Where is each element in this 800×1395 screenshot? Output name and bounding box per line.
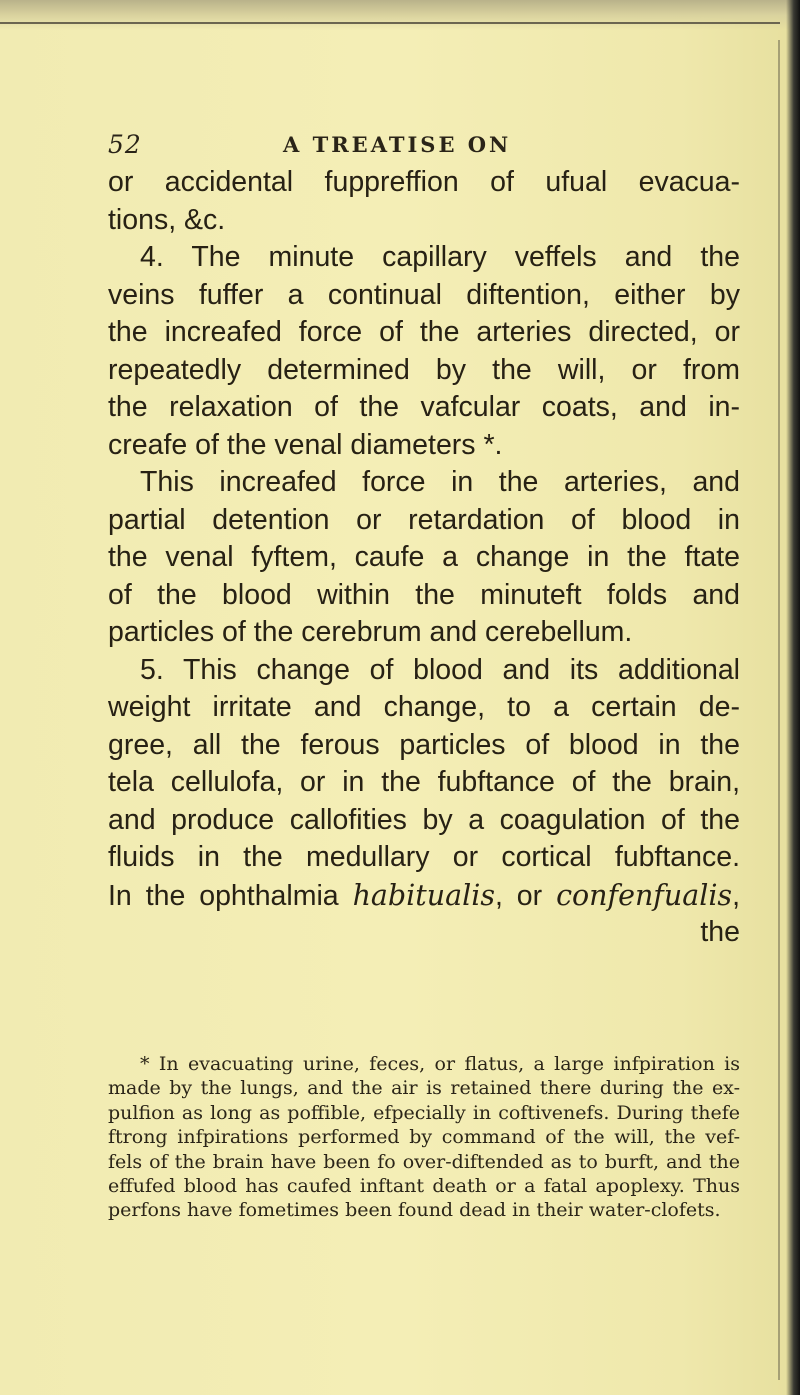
text-line: 5. This change of blood and its additional (140, 653, 740, 686)
italic-term-confensualis: confenfualis (556, 878, 733, 912)
page-fold-line (778, 40, 780, 1380)
text-line-italic (108, 877, 740, 915)
footnote-line: made by the lungs, and the air is retained there during the ex- (108, 1077, 740, 1100)
text-line: of the blood within the minuteft folds and (108, 578, 740, 611)
text-line: creafe of the venal diameters *. (108, 428, 503, 461)
text-line: weight irritate and change, to a certain de- (108, 691, 740, 723)
page-number: 52 (108, 130, 142, 159)
text-line: or accidental fuppreffion of ufual evacua- (108, 166, 740, 198)
text-line: 4. The minute capillary veffels and the (140, 241, 740, 273)
footnote-line: pulfion as long as poffible, efpecially in coftivenefs. During thefe (108, 1101, 740, 1124)
footnote-line: effufed blood has caufed inftant death or a fatal apoplexy. Thus (108, 1174, 740, 1197)
text-line: tela cellulofa, or in the fubftance of the brain, (108, 766, 740, 798)
text-segment: , (732, 879, 740, 912)
page-right-shadow (786, 0, 800, 1395)
text-line: partial detention or retardation of blood in (108, 503, 740, 536)
footnote-line: fels of the brain have been fo over-diftended as to burft, and the (108, 1150, 740, 1173)
text-line: the relaxation of the vafcular coats, and in- (108, 391, 740, 423)
footnote-line: ftrong infpirations performed by command of the will, the vef- (108, 1126, 740, 1149)
footnote (108, 1052, 740, 1223)
text-segment: In the ophthalmia (108, 879, 353, 912)
catchword: the (700, 916, 740, 948)
running-head: A TREATISE ON (283, 132, 512, 157)
page-top-rule (0, 22, 780, 24)
text-line: the venal fyftem, caufe a change in the ftate (108, 541, 740, 573)
text-line: tions, &c. (108, 203, 226, 236)
text-line: the increafed force of the arteries directed, or (108, 316, 740, 348)
text-segment: , or (494, 879, 557, 912)
text-line: repeatedly determined by the will, or from (108, 353, 740, 386)
italic-term-habitualis: habitualis (352, 878, 495, 912)
text-line: veins fuffer a continual diftention, either by (108, 278, 740, 311)
footnote-line: * In evacuating urine, feces, or flatus, a large infpiration is (140, 1053, 740, 1075)
footnote-line: perfons have fometimes been found dead in their water-clofets. (108, 1199, 721, 1222)
text-line: fluids in the medullary or cortical fubftance. (108, 841, 740, 873)
text-line: and produce callofities by a coagulation of the (108, 803, 740, 836)
page-header (108, 130, 748, 160)
page-top-shadow (0, 0, 800, 30)
text-line: particles of the cerebrum and cerebellum. (108, 616, 633, 648)
main-text (108, 164, 740, 952)
text-line: This increafed force in the arteries, and (140, 466, 740, 498)
text-line: gree, all the ferous particles of blood in the (108, 728, 740, 761)
